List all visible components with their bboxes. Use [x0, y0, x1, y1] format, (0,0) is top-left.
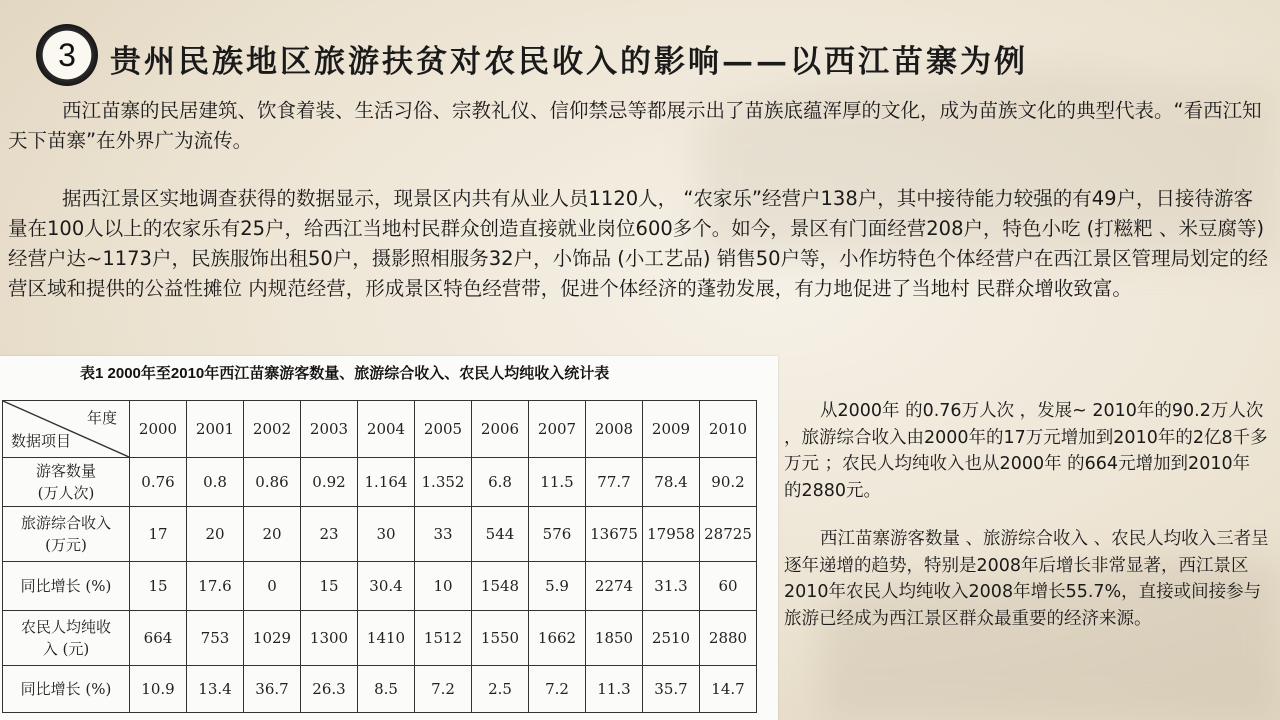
- table-cell: 1850: [586, 611, 643, 666]
- table-cell: 8.5: [358, 666, 415, 713]
- year-header: 2004: [358, 401, 415, 458]
- table-cell: 576: [529, 507, 586, 562]
- table-cell: 30.4: [358, 562, 415, 611]
- table-cell: 60: [700, 562, 757, 611]
- year-header: 2007: [529, 401, 586, 458]
- row-label: 游客数量 (万人次): [3, 458, 130, 507]
- table-cell: 77.7: [586, 458, 643, 507]
- table-cell: 20: [244, 507, 301, 562]
- year-header: 2010: [700, 401, 757, 458]
- table-caption: 表1 2000年至2010年西江苗寨游客数量、旅游综合收入、农民人均纯收入统计表: [80, 365, 610, 382]
- year-header: 2006: [472, 401, 529, 458]
- table-cell: 10.9: [130, 666, 187, 713]
- table-cell: 753: [187, 611, 244, 666]
- table-cell: 1550: [472, 611, 529, 666]
- table-cell: 2274: [586, 562, 643, 611]
- slide-title: 贵州民族地区旅游扶贫对农民收入的影响——以西江苗寨为例: [110, 44, 1028, 80]
- table-cell: 2.5: [472, 666, 529, 713]
- table-cell: 7.2: [415, 666, 472, 713]
- table-cell: 28725: [700, 507, 757, 562]
- table-cell: 10: [415, 562, 472, 611]
- table-cell: 0.76: [130, 458, 187, 507]
- year-header: 2001: [187, 401, 244, 458]
- table-cell: 11.5: [529, 458, 586, 507]
- table-cell: 7.2: [529, 666, 586, 713]
- table-cell: 1.164: [358, 458, 415, 507]
- row-label: 旅游综合收入 (万元): [3, 507, 130, 562]
- growth-summary-paragraph: 从2000年 的0.76万人次 ，发展~ 2010年的90.2万人次 ，旅游综合收入由2000年的17万元增加到2010年的2亿8千多万元 ；农民人均纯收入也从2000年 的664元增加到2010年 的2880元。: [784, 401, 1268, 501]
- row-label: 同比增长 (%): [3, 562, 130, 611]
- table-cell: 90.2: [700, 458, 757, 507]
- table-row-tourism-income: [3, 507, 757, 562]
- table-cell: 2880: [700, 611, 757, 666]
- table-cell: 1.352: [415, 458, 472, 507]
- year-header: 2003: [301, 401, 358, 458]
- year-header: 2008: [586, 401, 643, 458]
- table-row-farmer-income: [3, 611, 757, 666]
- table-cell: 13.4: [187, 666, 244, 713]
- table-cell: 13675: [586, 507, 643, 562]
- section-number-badge: [36, 24, 98, 86]
- year-header: 2009: [643, 401, 700, 458]
- table-header-row: [3, 401, 757, 458]
- trend-analysis-paragraph: 西江苗寨游客数量 、旅游综合收入 、农民人均收入三者呈逐年递增的趋势，特别是2008年后增长非常显著，西江景区2010年农民人均纯收入2008年增长55.7%，直接或间接参与旅游已经成为西江景区群众最重要的经济来源。: [784, 529, 1269, 629]
- table-cell: 15: [301, 562, 358, 611]
- year-header: 2005: [415, 401, 472, 458]
- table-cell: 5.9: [529, 562, 586, 611]
- table-cell: 20: [187, 507, 244, 562]
- table-cell: 15: [130, 562, 187, 611]
- statistics-table: [2, 400, 757, 713]
- table-cell: 17.6: [187, 562, 244, 611]
- table-cell: 0.92: [301, 458, 358, 507]
- table-cell: 36.7: [244, 666, 301, 713]
- table-cell: 31.3: [643, 562, 700, 611]
- survey-paragraph: 据西江景区实地调查获得的数据显示，现景区内共有从业人员1120人， “农家乐”经营户138户，其中接待能力较强的有49户，日接待游客量在100人以上的农家乐有25户，给西江当地村民群众创造直接就业岗位600多个。如今，景区有门面经营208户，特色小吃 (打糍粑 、米豆腐等) 经营户达~1173户，民族服饰出租50户，摄影照相服务32户，小饰品 (小工艺品) 销售50户等，小作坊特色个体经营户在西江景区管理局划定的经营区域和提供的公益性摊位 内规范经营，形成景区特色经营带，促进个体经济的蓬勃发展，有力地促进了当地村 民群众增收致富。: [8, 187, 1269, 300]
- corner-item-label: 数据项目: [11, 432, 72, 450]
- table-cell: 11.3: [586, 666, 643, 713]
- table-cell: 6.8: [472, 458, 529, 507]
- table-cell: 0.8: [187, 458, 244, 507]
- table-cell: 1300: [301, 611, 358, 666]
- statistics-table-figure: [0, 356, 778, 720]
- table-cell: 1662: [529, 611, 586, 666]
- slide-header: [28, 18, 1228, 92]
- table-row-visitors: [3, 458, 757, 507]
- table-cell: 664: [130, 611, 187, 666]
- table-cell: 78.4: [643, 458, 700, 507]
- table-cell: 14.7: [700, 666, 757, 713]
- intro-paragraph: 西江苗寨的民居建筑、饮食着装、生活习俗、宗教礼仪、信仰禁忌等都展示出了苗族底蕴浑厚的文化，成为苗族文化的典型代表。“看西江知天下苗寨”在外界广为流传。: [8, 99, 1262, 152]
- year-header: 2000: [130, 401, 187, 458]
- corner-year-label: 年度: [86, 409, 117, 427]
- table-cell: 23: [301, 507, 358, 562]
- table-cell: 544: [472, 507, 529, 562]
- row-label: 农民人均纯收 入 (元): [3, 611, 130, 666]
- table-cell: 1410: [358, 611, 415, 666]
- table-cell: 2510: [643, 611, 700, 666]
- table-cell: 17958: [643, 507, 700, 562]
- table-cell: 26.3: [301, 666, 358, 713]
- table-cell: 1029: [244, 611, 301, 666]
- table-corner-cell: [3, 401, 130, 458]
- table-row-farmer-income-growth: [3, 666, 757, 713]
- table-cell: 35.7: [643, 666, 700, 713]
- table-cell: 33: [415, 507, 472, 562]
- table-cell: 0.86: [244, 458, 301, 507]
- table-cell: 17: [130, 507, 187, 562]
- table-cell: 0: [244, 562, 301, 611]
- row-label: 同比增长 (%): [3, 666, 130, 713]
- table-cell: 30: [358, 507, 415, 562]
- section-number: 3: [58, 37, 76, 73]
- table-row-income-growth: [3, 562, 757, 611]
- table-cell: 1548: [472, 562, 529, 611]
- table-cell: 1512: [415, 611, 472, 666]
- year-header: 2002: [244, 401, 301, 458]
